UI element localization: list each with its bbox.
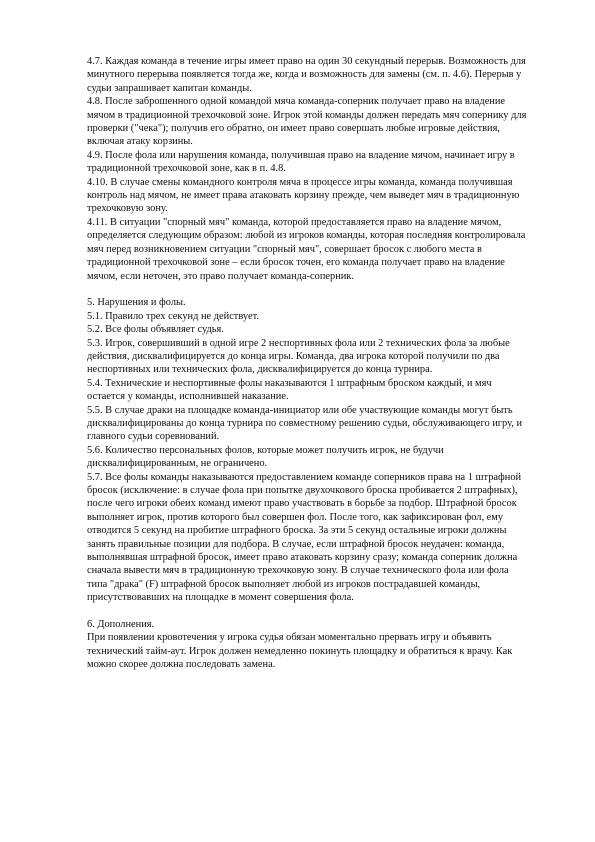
rule-4-7: 4.7. Каждая команда в течение игры имеет право на один 30 секундный перерыв. Возможность для минутного перерыва появляется тогда же, когда и возможность для замены (см. п. 4.6). Перерыв у судьи запрашивает капитан команды. [87, 56, 526, 94]
rule-5-3: 5.3. Игрок, совершивший в одной игре 2 неспортивных фола или 2 технических фола за любые действия, дисквалифицируется до конца игры. Команда, два игрока которой получили по два неспортивных или технических фола, дисквалифицируется до конца турнира. [87, 337, 510, 376]
rule-4-11: 4.11. В ситуации "спорный мяч" команда, которой предоставляется право на владение мячом, определяется следующим образом: любой из игроков команды, которая последняя контролировала мяч перед возникновением ситуации "спорный мяч", совершает бросок с любого места в традиционной трехочковой зоне – если бросок точен, его команда получает право на владение мячом, если неточен, это право получает команда-соперник. [87, 216, 526, 282]
rule-5-2: 5.2. Все фолы объявляет судья. [87, 324, 224, 336]
rule-5-1: 5.1. Правило трех секунд не действует. [87, 310, 259, 322]
rule-4-10: 4.10. В случае смены командного контроля мяча в процессе игры команда, команда получившая контроль над мячом, не имеет права атаковать корзину прежде, чем выведет мяч в традиционную трехочковую зону. [87, 176, 520, 215]
rule-4-9: 4.9. После фола или нарушения команда, получившая право на владение мячом, начинает игру в традиционной трехочковой зоне, как в п. 4.8. [87, 149, 515, 175]
section-5-heading: 5. Нарушения и фолы. [87, 297, 186, 309]
section-6-text: При появлении кровотечения у игрока судья обязан моментально прервать игру и объявить технический тайм-аут. Игрок должен немедленно покинуть площадку и обратиться к врачу. Как можно скорее должна последовать замена. [87, 632, 513, 671]
rule-4-8: 4.8. После заброшенного одной командой мяча команда-соперник получает право на владение мячом в традиционной трехочковой зоне. Игрок этой команды должен передать мяч сопернику для проверки ("чека"); получив его обратно, он имеет право совершать любые игровые действия, включая атаку корзины. [87, 96, 527, 148]
paragraph-gap [87, 605, 527, 618]
rule-5-4: 5.4. Технические и неспортивные фолы наказываются 1 штрафным броском каждый, и мяч остается у команды, исполнившей наказание. [87, 377, 492, 403]
rule-5-7: 5.7. Все фолы команды наказываются предоставлением команде соперников права на 1 штрафной бросок (исключение: в случае фола при попытке двухочкового броска пробивается 2 штрафных), после чего игроки обеих команд имеют право участвовать в борьбе за подбор. Штрафной бросок выполняет игрок, против которого был совершен фол. После того, как зафиксирован фол, ему отводится 5 секунд на пробитие штрафного броска. За эти 5 секунд остальные игроки должны занять правильные позиции для подбора. В случае, если штрафной бросок неудачен: команда, выполнявшая штрафной бросок, имеет право атаковать корзину сразу; команда соперник должна сначала вывести мяч в традиционную трехочковую зону. В случае технического фола или фола типа "драка" (F) штрафной бросок выполняет любой из игроков пострадавшей команды, присутствовавших на площадке в момент совершения фола. [87, 471, 522, 604]
rule-5-6: 5.6. Количество персональных фолов, которые может получить игрок, не будучи дисквалифицированным, не ограничено. [87, 444, 444, 470]
section-6-heading: 6. Дополнения. [87, 619, 155, 631]
document-page [87, 55, 527, 672]
paragraph-gap [87, 283, 527, 296]
rule-5-5: 5.5. В случае драки на площадке команда-инициатор или обе участвующие команды могут быть дисквалифицированы до конца турнира по совместному решению судьи, обслуживающего игру, и главного судьи соревнований. [87, 404, 523, 443]
